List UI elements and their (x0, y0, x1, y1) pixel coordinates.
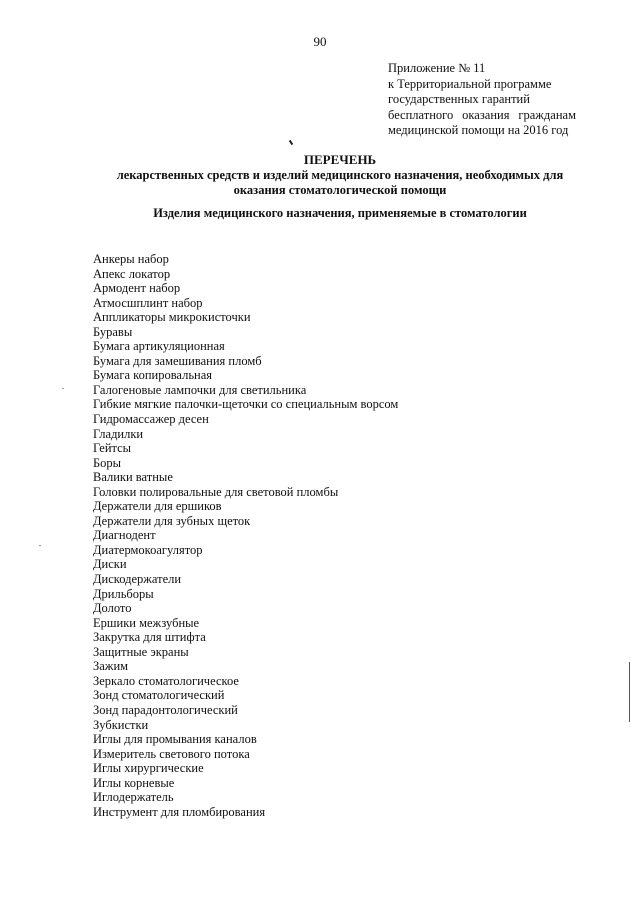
list-item: Иглы хирургические (93, 761, 204, 776)
list-item: Бумага копировальная (93, 368, 213, 383)
list-item: Буравы (93, 324, 133, 339)
list-item: Зубкистки (93, 717, 149, 732)
document-title (60, 152, 620, 198)
scan-speck (62, 388, 64, 389)
list-item: Зонд стоматологический (93, 688, 225, 703)
appendix-line: к Территориальной программе (388, 76, 552, 91)
appendix-justified-line (388, 108, 576, 124)
title-main: ПЕРЕЧЕНЬ (303, 152, 377, 167)
list-item: Ершики межзубные (93, 615, 200, 630)
list-item: Зонд парадонтологический (93, 702, 238, 717)
list-item: Гейтсы (93, 441, 132, 456)
appendix-line: государственных гарантий (388, 92, 530, 106)
list-item: Диатермокоагулятор (93, 542, 203, 557)
list-item: Гладилки (93, 426, 144, 441)
list-item: Держатели для зубных щеток (93, 513, 251, 528)
list-item: Инструмент для пломбирования (93, 804, 266, 819)
list-item: Атмосшплинт набор (93, 295, 203, 310)
scan-edge-mark (629, 662, 630, 722)
list-item: Диагнодент (93, 528, 156, 543)
list-item: Измеритель светового потока (93, 746, 250, 761)
appendix-line: медицинской помощи на 2016 год (388, 123, 569, 137)
list-item: Долото (93, 601, 132, 616)
list-item: Иглы корневые (93, 775, 175, 790)
appendix-word: гражданам (518, 107, 576, 122)
scan-speck (39, 545, 41, 546)
list-item: Гибкие мягкие палочки-щеточки со специальным ворсом (93, 397, 399, 412)
list-item: Держатели для ершиков (93, 499, 222, 514)
list-item: Армодент набор (93, 281, 181, 296)
list-item: Апекс локатор (93, 266, 171, 281)
list-item: Аппликаторы микрокисточки (93, 310, 251, 325)
list-item: Гидромассажер десен (93, 412, 209, 427)
items-list (93, 252, 398, 819)
page-number: 90 (313, 34, 327, 49)
list-item: Дрильборы (93, 586, 154, 601)
scan-tick-mark (289, 140, 294, 145)
list-item: Боры (93, 455, 122, 470)
appendix-header (388, 61, 576, 139)
list-item: Бумага для замешивания пломб (93, 353, 262, 368)
list-item: Головки полировальные для световой пломбы (93, 484, 339, 499)
list-item: Галогеновые лампочки для светильника (93, 382, 307, 397)
list-item: Зеркало стоматологическое (93, 673, 239, 688)
appendix-word: бесплатного (388, 107, 454, 122)
title-line: лекарственных средств и изделий медицинского назначения, необходимых для (116, 168, 564, 182)
list-item: Дискодержатели (93, 572, 182, 587)
list-item: Диски (93, 557, 127, 572)
list-item: Анкеры набор (93, 252, 169, 266)
list-item: Зажим (93, 659, 129, 674)
list-item: Валики ватные (93, 470, 173, 485)
section-subtitle: Изделия медицинского назначения, применяемые в стоматологии (153, 206, 527, 220)
list-item: Защитные экраны (93, 644, 189, 659)
title-line: оказания стоматологической помощи (233, 183, 447, 197)
list-item: Бумага артикуляционная (93, 339, 225, 354)
appendix-word: оказания (462, 107, 510, 122)
list-item: Иглодержатель (93, 790, 174, 805)
list-item: Иглы для промывания каналов (93, 732, 257, 747)
appendix-line: Приложение № 11 (388, 61, 486, 75)
list-item: Закрутка для штифта (93, 630, 206, 645)
